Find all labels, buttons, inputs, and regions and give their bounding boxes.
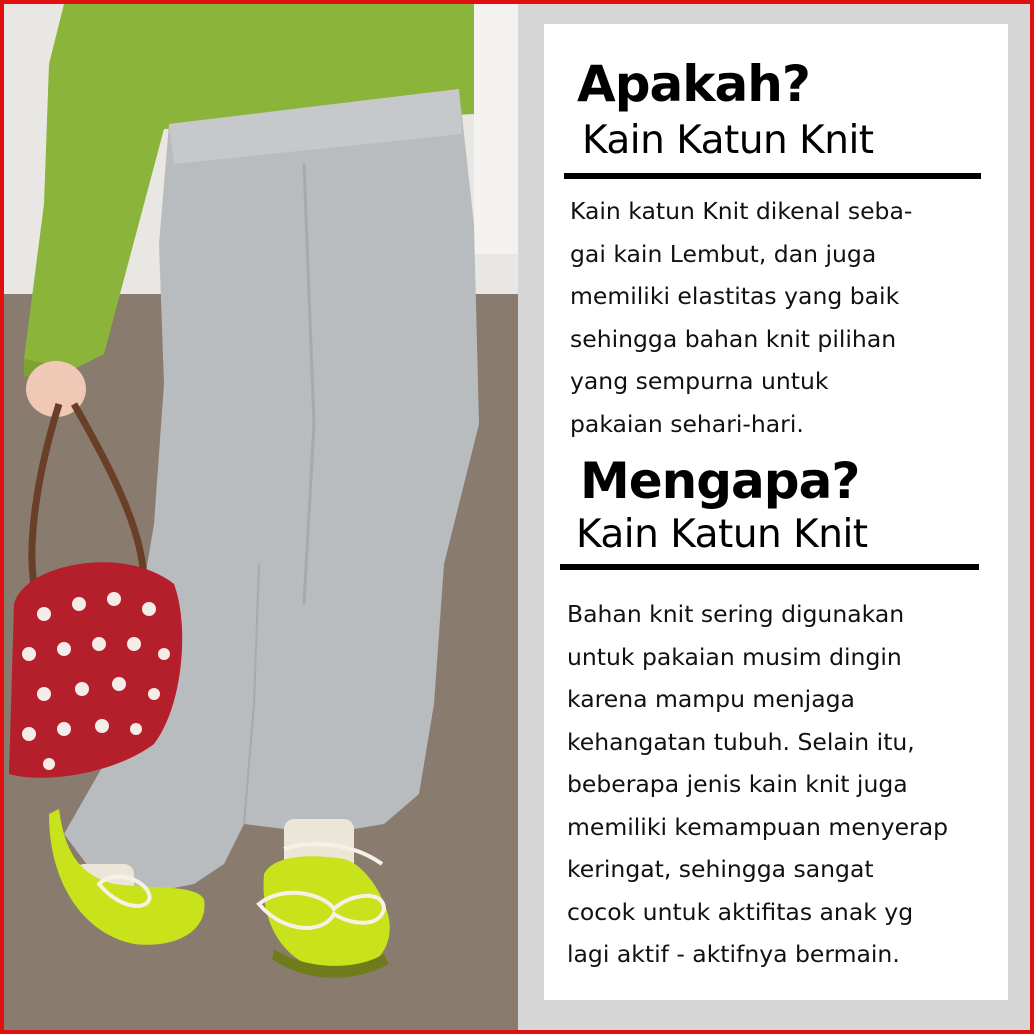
section1-paragraph [570,190,912,445]
section2-line: untuk pakaian musim dingin [567,642,902,671]
section1-line: memiliki elastitas yang baik [570,282,900,310]
section2-line: keringat, sehingga sangat [567,855,874,883]
product-photo [4,4,518,1030]
section1-subheading: Kain Katun Knit [582,118,874,163]
section2-line: Bahan knit sering digunakan [567,600,905,628]
section2-line: karena mampu menjaga [567,685,855,713]
section1-line: yang sempurna untuk [570,367,829,395]
section2-line: memiliki kemampuan menyerap [567,812,949,841]
section2-line: kehangatan tubuh. Selain itu, [567,727,915,756]
section2-line: cocok untuk aktifitas anak yg [567,897,914,926]
section2-paragraph [567,593,948,976]
section1-divider [564,173,981,179]
section2-heading: Mengapa? [580,452,860,510]
section1-line: sehingga bahan knit pilihan [570,324,897,353]
section2-divider [560,564,979,570]
section1-heading: Apakah? [577,55,810,113]
section2-line: lagi aktif - aktifnya bermain. [567,940,900,968]
section1-line: gai kain Lembut, dan juga [570,239,877,268]
section1-line: pakaian sehari-hari. [570,409,804,438]
section2-line: beberapa jenis kain knit juga [567,770,908,798]
section2-subheading: Kain Katun Knit [576,512,868,557]
section1-line: Kain katun Knit dikenal seba- [570,197,913,225]
